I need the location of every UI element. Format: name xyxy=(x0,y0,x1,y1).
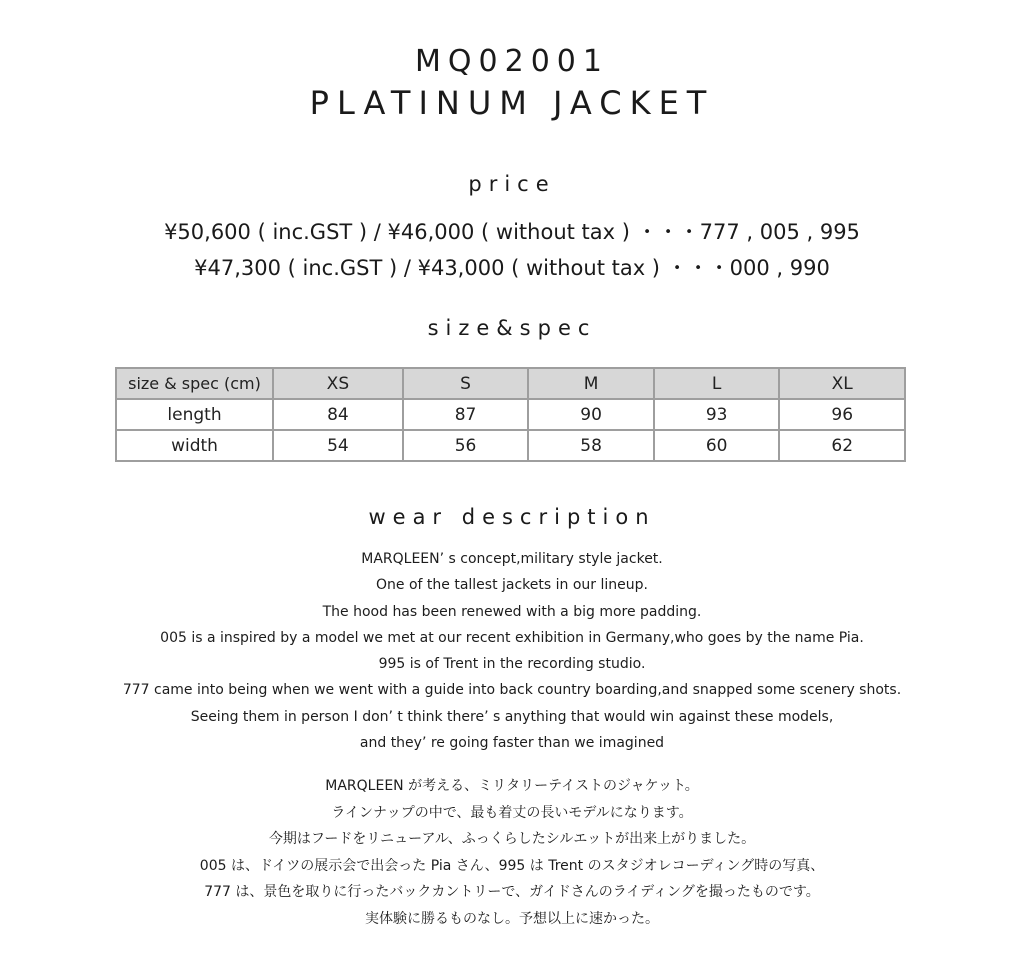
description-line: 今期はフードをリニューアル、ふっくらしたシルエットが出来上がりました。 xyxy=(268,831,756,848)
table-cell: 96 xyxy=(779,399,905,430)
table-cell: 54 xyxy=(273,430,403,461)
table-cell: 56 xyxy=(403,430,529,461)
table-cell: 93 xyxy=(654,399,780,430)
description-line: ラインナップの中で、最も着丈の長いモデルになります。 xyxy=(331,804,693,821)
description-line: 005 は、ドイツの展示会で出会った Pia さん、995 は Trent のスタジオレコーディング時の写真、 xyxy=(199,857,825,874)
price-heading: price xyxy=(468,172,556,196)
table-cell: 60 xyxy=(654,430,780,461)
size-header-xs: XS xyxy=(273,368,403,399)
wear-description-heading: wear description xyxy=(368,505,656,529)
description-line: MARQLEEN’ s concept,military style jacket. xyxy=(361,551,663,567)
english-description xyxy=(0,546,1024,756)
description-line: 995 is of Trent in the recording studio. xyxy=(378,656,646,673)
description-line: 実体験に勝るものなし。予想以上に速かった。 xyxy=(365,910,659,927)
description-line: and they’ re going faster than we imagined xyxy=(359,735,665,752)
row-label: width xyxy=(116,430,273,461)
table-cell: 90 xyxy=(528,399,654,430)
size-header-xl: XL xyxy=(779,368,905,399)
description-line: The hood has been renewed with a big more padding. xyxy=(322,603,702,620)
size-spec-heading: size&spec xyxy=(427,316,597,340)
description-line: 777 は、景色を取りに行ったバックカントリーで、ガイドさんのライディングを撮ったものです。 xyxy=(204,884,820,901)
product-name: PLATINUM JACKET xyxy=(309,84,715,122)
table-row-width xyxy=(116,430,905,461)
table-cell: 87 xyxy=(403,399,529,430)
size-header-l: L xyxy=(654,368,780,399)
description-line: One of the tallest jackets in our lineup. xyxy=(376,577,648,594)
description-line: 005 is a inspired by a model we met at our recent exhibition in Germany,who goes by the name Pia. xyxy=(160,629,864,646)
description-line: 777 came into being when we went with a guide into back country boarding,and snapped some scenery shots. xyxy=(122,682,902,699)
table-row-length xyxy=(116,399,905,430)
price-line-2: ¥47,300 ( inc.GST ) / ¥43,000 ( without tax ) ・・・000 , 990 xyxy=(194,256,830,280)
table-header-row xyxy=(116,368,905,399)
table-cell: 62 xyxy=(779,430,905,461)
japanese-description xyxy=(0,773,1024,933)
description-line: Seeing them in person I don’ t think there’ s anything that would win against these models, xyxy=(190,708,834,725)
product-code: MQ02001 xyxy=(415,44,609,79)
price-line-1: ¥50,600 ( inc.GST ) / ¥46,000 ( without tax ) ・・・777 , 005 , 995 xyxy=(164,220,860,244)
table-corner-label: size & spec (cm) xyxy=(116,368,273,399)
row-label: length xyxy=(116,399,273,430)
table-cell: 84 xyxy=(273,399,403,430)
table-cell: 58 xyxy=(528,430,654,461)
size-spec-table xyxy=(115,367,906,462)
description-line: MARQLEEN が考える、ミリタリーテイストのジャケット。 xyxy=(325,778,699,794)
size-header-m: M xyxy=(528,368,654,399)
size-header-s: S xyxy=(403,368,529,399)
